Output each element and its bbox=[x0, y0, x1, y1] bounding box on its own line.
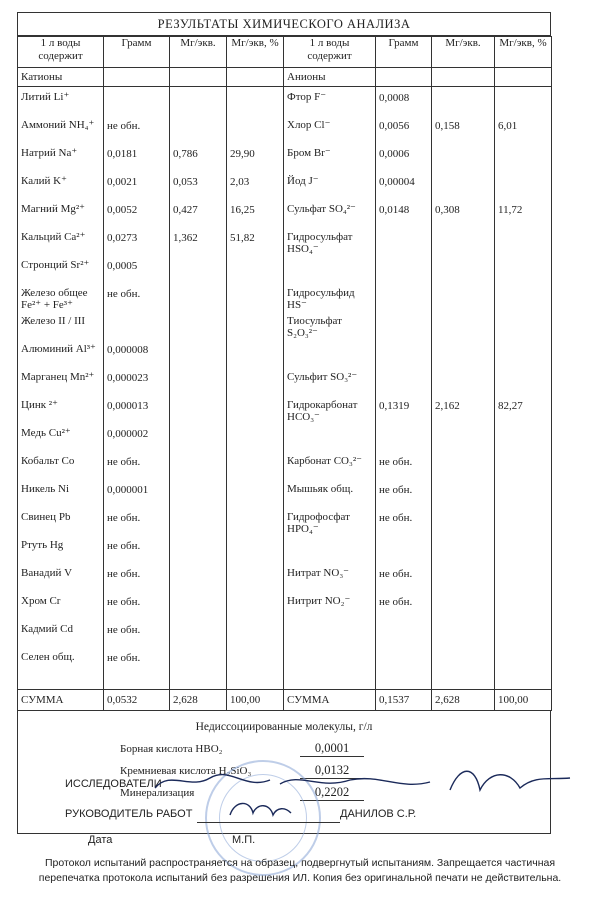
cation-meq bbox=[170, 619, 227, 647]
cation-gram: 0,0181 bbox=[104, 143, 170, 171]
sum-anion-pct: 100,00 bbox=[495, 690, 552, 711]
analysis-table bbox=[17, 36, 552, 711]
cation-gram: 0,000001 bbox=[104, 479, 170, 507]
anion-name: Нитрит NO₂⁻ bbox=[284, 591, 376, 619]
anion-gram bbox=[376, 283, 432, 311]
anion-gram: 0,0008 bbox=[376, 87, 432, 116]
anion-pct bbox=[495, 255, 552, 283]
anion-pct: 82,27 bbox=[495, 395, 552, 423]
anion-meq bbox=[432, 535, 495, 563]
cation-name: Аммоний NH₄⁺ bbox=[18, 115, 104, 143]
anion-gram bbox=[376, 535, 432, 563]
table-row bbox=[18, 143, 552, 171]
table-row bbox=[18, 283, 552, 311]
anion-pct bbox=[495, 311, 552, 339]
signature-stroke bbox=[155, 771, 570, 790]
cation-gram: не обн. bbox=[104, 507, 170, 535]
anion-meq bbox=[432, 227, 495, 255]
cation-pct: 2,03 bbox=[227, 171, 284, 199]
table-body bbox=[18, 87, 552, 676]
anion-pct bbox=[495, 535, 552, 563]
table-row bbox=[18, 367, 552, 395]
cation-meq bbox=[170, 311, 227, 339]
anion-name bbox=[284, 339, 376, 367]
table-row bbox=[18, 87, 552, 116]
anion-meq bbox=[432, 339, 495, 367]
silicic-acid-value: 0,0132 bbox=[300, 763, 364, 779]
researchers-label: ИССЛЕДОВАТЕЛИ bbox=[65, 778, 162, 790]
anion-name: Хлор Cl⁻ bbox=[284, 115, 376, 143]
anion-pct bbox=[495, 479, 552, 507]
anion-gram bbox=[376, 255, 432, 283]
anion-name bbox=[284, 535, 376, 563]
anion-name bbox=[284, 255, 376, 283]
cation-gram: 0,000023 bbox=[104, 367, 170, 395]
anion-gram bbox=[376, 619, 432, 647]
boric-acid-label: Борная кислота HBO₂ bbox=[120, 743, 223, 755]
cation-gram bbox=[104, 311, 170, 339]
anion-meq: 2,162 bbox=[432, 395, 495, 423]
table-row bbox=[18, 339, 552, 367]
anion-gram: 0,0148 bbox=[376, 199, 432, 227]
cation-pct bbox=[227, 647, 284, 675]
cation-meq bbox=[170, 507, 227, 535]
cation-meq: 0,053 bbox=[170, 171, 227, 199]
anion-pct bbox=[495, 227, 552, 255]
cation-gram: 0,0052 bbox=[104, 199, 170, 227]
cation-meq bbox=[170, 647, 227, 675]
cation-meq bbox=[170, 395, 227, 423]
table-header-row bbox=[18, 37, 552, 68]
head-label: РУКОВОДИТЕЛЬ РАБОТ bbox=[65, 808, 193, 820]
cation-name: Свинец Pb bbox=[18, 507, 104, 535]
table-row bbox=[18, 255, 552, 283]
anion-pct bbox=[495, 87, 552, 116]
cation-name: Железо общее Fe²⁺ + Fe³⁺ bbox=[18, 283, 104, 311]
anion-name bbox=[284, 619, 376, 647]
anion-pct bbox=[495, 367, 552, 395]
cation-pct: 16,25 bbox=[227, 199, 284, 227]
table-row bbox=[18, 115, 552, 143]
cation-pct bbox=[227, 451, 284, 479]
cation-meq bbox=[170, 255, 227, 283]
cation-gram bbox=[104, 87, 170, 116]
anion-pct bbox=[495, 339, 552, 367]
cation-name: Алюминий Al³⁺ bbox=[18, 339, 104, 367]
cation-name: Литий Li⁺ bbox=[18, 87, 104, 116]
anion-gram bbox=[376, 423, 432, 451]
anion-meq bbox=[432, 255, 495, 283]
cation-gram: не обн. bbox=[104, 451, 170, 479]
anion-name bbox=[284, 647, 376, 675]
anion-name: Сульфат SO₄²⁻ bbox=[284, 199, 376, 227]
anion-meq bbox=[432, 451, 495, 479]
cation-pct bbox=[227, 339, 284, 367]
anion-gram bbox=[376, 227, 432, 255]
signature-stroke bbox=[230, 803, 291, 815]
anions-label: Анионы bbox=[284, 68, 376, 87]
head-signature bbox=[225, 795, 295, 825]
anion-gram: 0,0056 bbox=[376, 115, 432, 143]
sum-label: СУММА bbox=[284, 690, 376, 711]
anion-meq bbox=[432, 283, 495, 311]
cation-name: Цинк ²⁺ bbox=[18, 395, 104, 423]
cation-meq bbox=[170, 535, 227, 563]
anion-name bbox=[284, 423, 376, 451]
anion-name: Гидросульфат HSO₄⁻ bbox=[284, 227, 376, 255]
anion-name: Сульфит SO₃²⁻ bbox=[284, 367, 376, 395]
anion-pct bbox=[495, 423, 552, 451]
anion-pct bbox=[495, 507, 552, 535]
table-row bbox=[18, 647, 552, 675]
anion-gram: не обн. bbox=[376, 563, 432, 591]
cation-pct bbox=[227, 395, 284, 423]
anion-pct bbox=[495, 283, 552, 311]
head-name: ДАНИЛОВ С.Р. bbox=[340, 808, 417, 820]
anion-pct bbox=[495, 143, 552, 171]
cation-meq: 0,427 bbox=[170, 199, 227, 227]
cation-pct bbox=[227, 367, 284, 395]
anion-gram: не обн. bbox=[376, 507, 432, 535]
anion-pct bbox=[495, 171, 552, 199]
anion-meq bbox=[432, 647, 495, 675]
anion-pct bbox=[495, 619, 552, 647]
cation-name: Стронций Sr²⁺ bbox=[18, 255, 104, 283]
cation-name: Кадмий Cd bbox=[18, 619, 104, 647]
anion-gram: не обн. bbox=[376, 451, 432, 479]
cation-name: Медь Cu²⁺ bbox=[18, 423, 104, 451]
anion-pct: 6,01 bbox=[495, 115, 552, 143]
cation-name: Железо II / III bbox=[18, 311, 104, 339]
cation-pct bbox=[227, 115, 284, 143]
date-label: Дата bbox=[88, 834, 113, 846]
anion-meq bbox=[432, 423, 495, 451]
table-row bbox=[18, 227, 552, 255]
sum-row bbox=[18, 690, 552, 711]
analysis-sheet bbox=[17, 12, 551, 834]
cation-gram: не обн. bbox=[104, 283, 170, 311]
cation-meq bbox=[170, 339, 227, 367]
cation-name: Ртуть Hg bbox=[18, 535, 104, 563]
anion-name: Карбонат CO₃²⁻ bbox=[284, 451, 376, 479]
anion-name: Нитрат NO₃⁻ bbox=[284, 563, 376, 591]
table-row bbox=[18, 171, 552, 199]
cation-pct bbox=[227, 507, 284, 535]
section-row bbox=[18, 68, 552, 87]
cation-gram: не обн. bbox=[104, 563, 170, 591]
anion-gram bbox=[376, 647, 432, 675]
table-row bbox=[18, 507, 552, 535]
anion-gram: не обн. bbox=[376, 479, 432, 507]
sum-label: СУММА bbox=[18, 690, 104, 711]
anion-meq bbox=[432, 87, 495, 116]
table-row bbox=[18, 619, 552, 647]
anion-meq bbox=[432, 563, 495, 591]
header-meq: Мг/экв. bbox=[170, 37, 227, 68]
anion-pct bbox=[495, 451, 552, 479]
anion-gram: 0,1319 bbox=[376, 395, 432, 423]
cation-meq: 1,362 bbox=[170, 227, 227, 255]
cation-meq: 0,786 bbox=[170, 143, 227, 171]
table-row bbox=[18, 479, 552, 507]
cation-gram: 0,000008 bbox=[104, 339, 170, 367]
table-row bbox=[18, 451, 552, 479]
cation-gram: не обн. bbox=[104, 115, 170, 143]
cation-meq bbox=[170, 479, 227, 507]
cation-pct bbox=[227, 591, 284, 619]
anion-meq bbox=[432, 367, 495, 395]
anion-meq bbox=[432, 479, 495, 507]
anion-name: Фтор F⁻ bbox=[284, 87, 376, 116]
cation-pct bbox=[227, 479, 284, 507]
sum-anion-gram: 0,1537 bbox=[376, 690, 432, 711]
anion-name: Йод J⁻ bbox=[284, 171, 376, 199]
cation-name: Марганец Mn²⁺ bbox=[18, 367, 104, 395]
cation-gram: не обн. bbox=[104, 535, 170, 563]
cation-meq bbox=[170, 115, 227, 143]
cations-label: Катионы bbox=[18, 68, 104, 87]
cation-meq bbox=[170, 451, 227, 479]
cation-meq bbox=[170, 563, 227, 591]
anion-meq bbox=[432, 143, 495, 171]
cation-pct bbox=[227, 619, 284, 647]
anion-gram bbox=[376, 311, 432, 339]
header-per-liter: 1 л воды содержит bbox=[18, 37, 104, 68]
cation-name: Калий K⁺ bbox=[18, 171, 104, 199]
header-per-liter: 1 л воды содержит bbox=[284, 37, 376, 68]
cation-name: Кальций Ca²⁺ bbox=[18, 227, 104, 255]
cation-name: Никель Ni bbox=[18, 479, 104, 507]
anion-meq bbox=[432, 619, 495, 647]
cation-pct bbox=[227, 535, 284, 563]
boric-acid-value: 0,0001 bbox=[300, 741, 364, 757]
cation-pct bbox=[227, 283, 284, 311]
sum-cation-pct: 100,00 bbox=[227, 690, 284, 711]
mineralization-value: 0,2202 bbox=[300, 785, 364, 801]
cation-pct bbox=[227, 423, 284, 451]
footer-line-1: Протокол испытаний распространяется на образец, подвергнутый испытаниям. Запрещается частичная bbox=[44, 857, 556, 869]
cation-name: Натрий Na⁺ bbox=[18, 143, 104, 171]
cation-name: Магний Mg²⁺ bbox=[18, 199, 104, 227]
header-meq-pct: Мг/экв, % bbox=[495, 37, 552, 68]
anion-gram: 0,00004 bbox=[376, 171, 432, 199]
anion-meq bbox=[432, 507, 495, 535]
nondissociated-title: Недиссоциированные молекулы, г/л bbox=[195, 721, 373, 733]
researchers-signature bbox=[150, 760, 590, 800]
anion-name: Гидрофосфат HPO₄⁻ bbox=[284, 507, 376, 535]
anion-meq: 0,158 bbox=[432, 115, 495, 143]
anion-name: Мышьяк общ. bbox=[284, 479, 376, 507]
table-row bbox=[18, 311, 552, 339]
cation-gram: 0,0273 bbox=[104, 227, 170, 255]
table-row bbox=[18, 423, 552, 451]
cation-meq bbox=[170, 283, 227, 311]
silicic-acid-label: Кремниевая кислота H₂SiO₃ bbox=[120, 765, 252, 777]
anion-meq bbox=[432, 311, 495, 339]
table-row bbox=[18, 199, 552, 227]
cation-meq bbox=[170, 87, 227, 116]
cation-gram: не обн. bbox=[104, 591, 170, 619]
anion-gram bbox=[376, 339, 432, 367]
cation-meq bbox=[170, 591, 227, 619]
header-meq: Мг/экв. bbox=[432, 37, 495, 68]
cation-name: Ванадий V bbox=[18, 563, 104, 591]
header-gram: Грамм bbox=[376, 37, 432, 68]
table-row bbox=[18, 563, 552, 591]
anion-pct bbox=[495, 591, 552, 619]
cation-gram: 0,0005 bbox=[104, 255, 170, 283]
anion-meq bbox=[432, 171, 495, 199]
anion-name: Гидросульфид HS⁻ bbox=[284, 283, 376, 311]
seal-label: М.П. bbox=[232, 834, 256, 846]
cation-gram: 0,000013 bbox=[104, 395, 170, 423]
cation-name: Кобальт Co bbox=[18, 451, 104, 479]
anion-gram bbox=[376, 367, 432, 395]
table-row bbox=[18, 535, 552, 563]
anion-gram: 0,0006 bbox=[376, 143, 432, 171]
table-row bbox=[18, 591, 552, 619]
mineralization-label: Минерализация bbox=[120, 787, 195, 799]
footer-line-2: перепечатка протокола испытаний без разрешения ИЛ. Копия без оригинальной печати не действительна. bbox=[38, 872, 562, 884]
anion-meq: 0,308 bbox=[432, 199, 495, 227]
anion-pct bbox=[495, 563, 552, 591]
sum-anion-meq: 2,628 bbox=[432, 690, 495, 711]
cation-name: Хром Cr bbox=[18, 591, 104, 619]
cation-gram: 0,000002 bbox=[104, 423, 170, 451]
cation-gram: не обн. bbox=[104, 619, 170, 647]
table-row bbox=[18, 395, 552, 423]
cation-pct: 29,90 bbox=[227, 143, 284, 171]
cation-gram: 0,0021 bbox=[104, 171, 170, 199]
anion-gram: не обн. bbox=[376, 591, 432, 619]
cation-pct bbox=[227, 311, 284, 339]
cation-name: Селен общ. bbox=[18, 647, 104, 675]
anion-name: Гидрокарбонат HCO₃⁻ bbox=[284, 395, 376, 423]
sum-cation-meq: 2,628 bbox=[170, 690, 227, 711]
anion-name: Тиосульфат S₂O₃²⁻ bbox=[284, 311, 376, 339]
anion-name: Бром Br⁻ bbox=[284, 143, 376, 171]
cation-pct bbox=[227, 563, 284, 591]
anion-pct: 11,72 bbox=[495, 199, 552, 227]
header-gram: Грамм bbox=[104, 37, 170, 68]
sum-cation-gram: 0,0532 bbox=[104, 690, 170, 711]
cation-pct: 51,82 bbox=[227, 227, 284, 255]
cation-pct bbox=[227, 87, 284, 116]
cation-pct bbox=[227, 255, 284, 283]
anion-meq bbox=[432, 591, 495, 619]
document-title: РЕЗУЛЬТАТЫ ХИМИЧЕСКОГО АНАЛИЗА bbox=[17, 12, 551, 36]
cation-meq bbox=[170, 367, 227, 395]
cation-gram: не обн. bbox=[104, 647, 170, 675]
header-meq-pct: Мг/экв, % bbox=[227, 37, 284, 68]
cation-meq bbox=[170, 423, 227, 451]
anion-pct bbox=[495, 647, 552, 675]
